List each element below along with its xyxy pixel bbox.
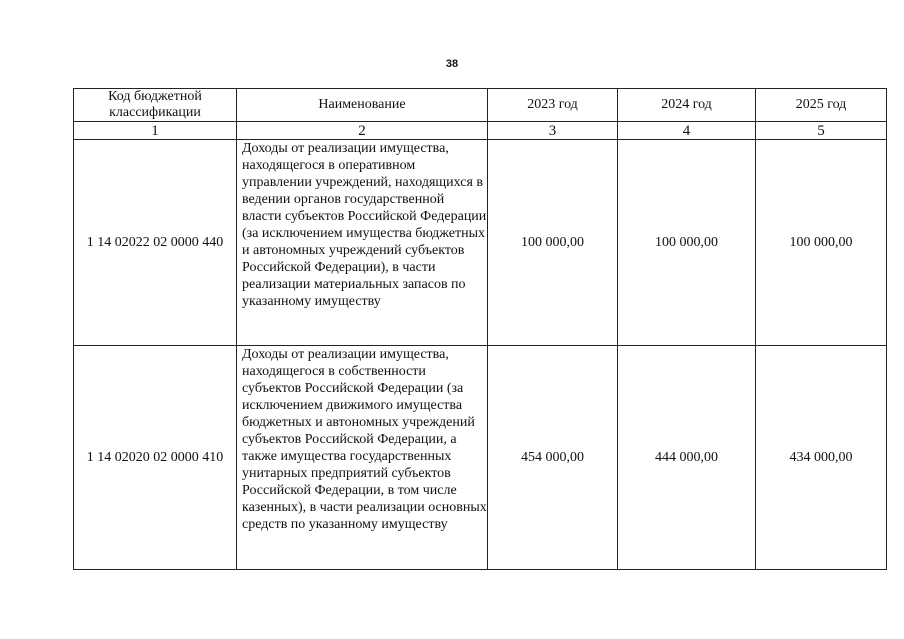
header-code: Код бюджетной классификации [74,89,237,122]
column-number: 4 [618,122,756,140]
amount-2024: 100 000,00 [618,140,756,346]
amount-2025: 434 000,00 [756,346,887,570]
header-2025: 2025 год [756,89,887,122]
table-row [74,140,887,346]
column-number: 5 [756,122,887,140]
column-number: 2 [237,122,488,140]
revenue-name: Доходы от реализации имущества, находящегося в собственности субъектов Российской Федерации (за исключением движимого имущества бюджетных и автономных учреждений субъектов Российской Федерации, а также имущества государственных унитарных предприятий субъектов Российской Федерации, в том числе казенных), в части реализации основных средств по указанному имуществу [237,346,488,570]
header-2024: 2024 год [618,89,756,122]
budget-code: 1 14 02020 02 0000 410 [74,346,237,570]
page-number: 38 [445,58,459,70]
amount-2023: 454 000,00 [488,346,618,570]
table-row [74,346,887,570]
column-number: 3 [488,122,618,140]
budget-code: 1 14 02022 02 0000 440 [74,140,237,346]
amount-2024: 444 000,00 [618,346,756,570]
header-2023: 2023 год [488,89,618,122]
header-name: Наименование [237,89,488,122]
amount-2023: 100 000,00 [488,140,618,346]
budget-revenue-table [73,88,887,570]
column-number: 1 [74,122,237,140]
table-header-row [74,89,887,122]
revenue-name: Доходы от реализации имущества, находящегося в оперативном управлении учреждений, находящихся в ведении органов государственной власти субъектов Российской Федерации (за исключением имущества бюджетных и автономных учреждений субъектов Российской Федерации), в части реализации материальных запасов по указанному имуществу [237,140,488,346]
amount-2025: 100 000,00 [756,140,887,346]
column-number-row [74,122,887,140]
